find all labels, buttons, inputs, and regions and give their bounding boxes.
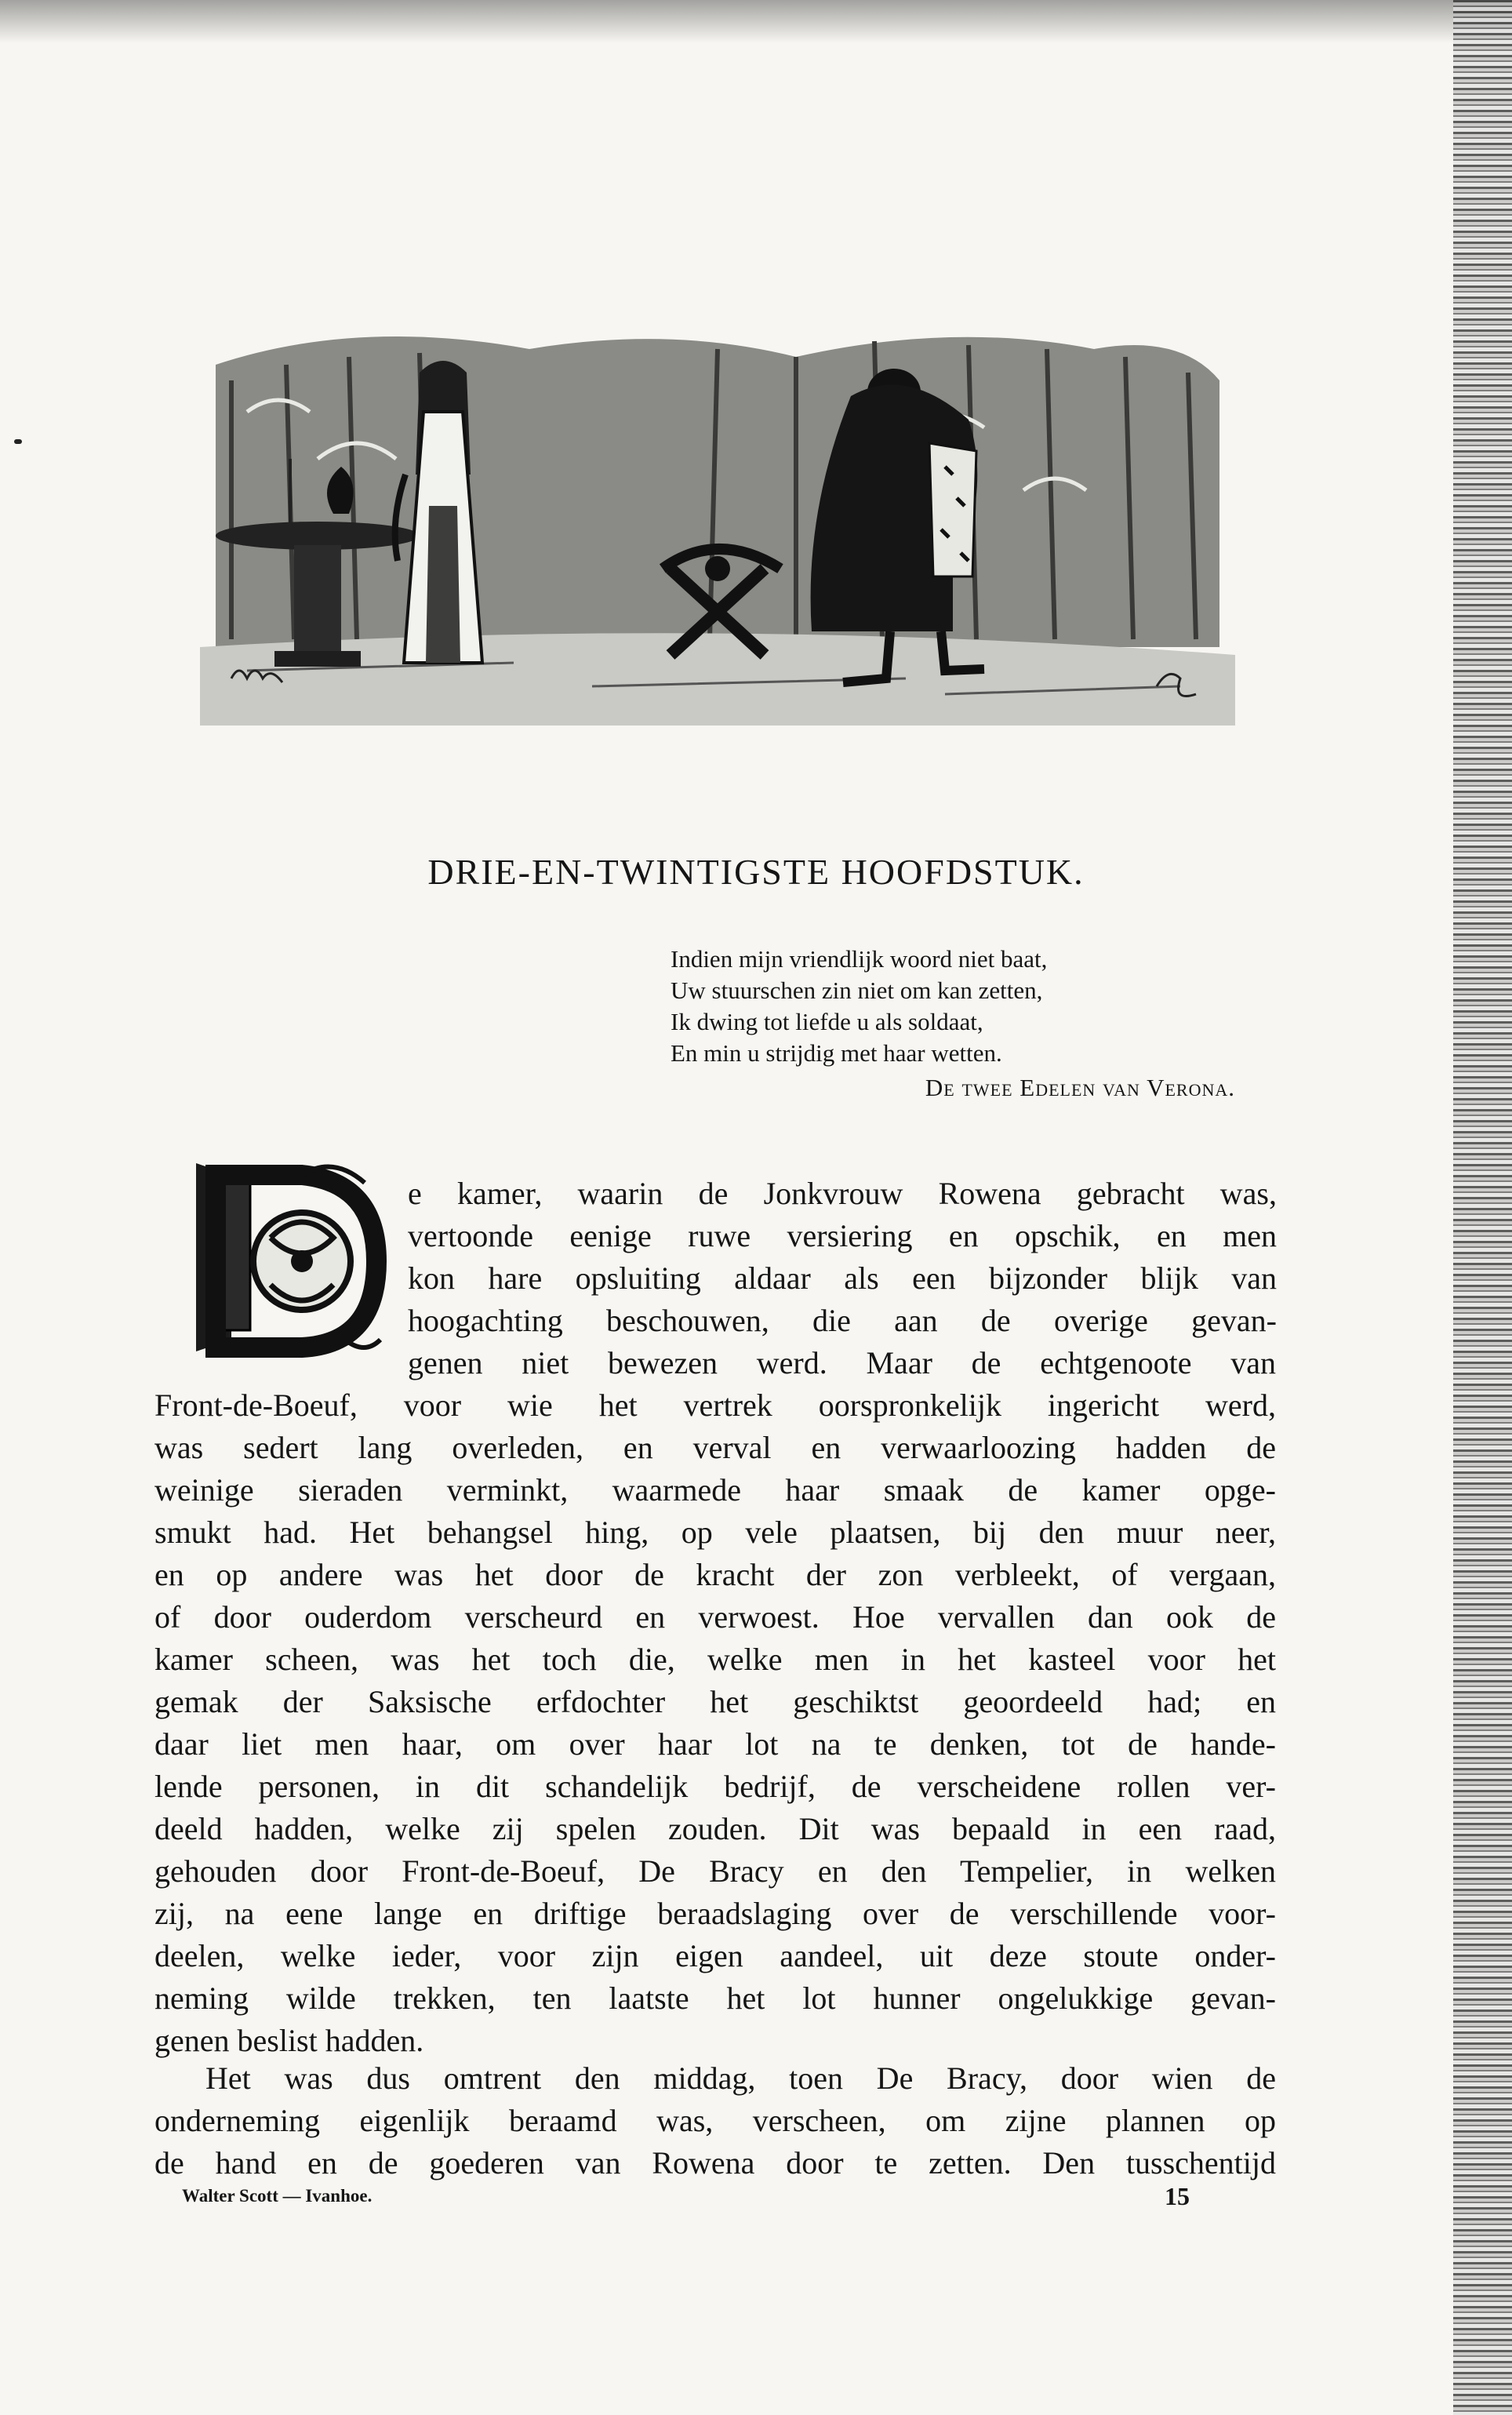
text-line: kamer scheen, was het toch die, welke men in het kasteel voor het [154, 1642, 1276, 1677]
decorated-initial-letter [184, 1151, 392, 1363]
page-right-edge-scan-artifact [1453, 0, 1512, 2415]
text-line: lende personen, in dit schandelijk bedrijf, de verscheidene rollen ver- [154, 1769, 1276, 1804]
text-line: vertoonde eenige ruwe versiering en opschik, en men [408, 1218, 1277, 1253]
text-line: zij, na eene lange en driftige beraadslaging over de verschillende voor- [154, 1896, 1276, 1931]
text-line: daar liet men haar, om over haar lot na te denken, tot de hande- [154, 1726, 1276, 1762]
footer-book-title: Walter Scott — Ivanhoe. [182, 2186, 373, 2206]
epigraph [671, 944, 1235, 1104]
text-line: genen beslist hadden. [154, 2023, 424, 2058]
text-line: Front-de-Boeuf, voor wie het vertrek oorspronkelijk ingericht werd, [154, 1388, 1276, 1423]
text-line: gemak der Saksische erfdochter het geschiktst geoordeeld had; en [154, 1684, 1276, 1719]
initial-letter-glyph: D [288, 1269, 289, 1270]
epigraph-source: De twee Edelen van Verona. [925, 1074, 1235, 1101]
text-line: of door ouderdom verscheurd en verwoest. Hoe vervallen dan ook de [154, 1599, 1276, 1635]
text-line: smukt had. Het behangsel hing, op vele plaatsen, bij den muur neer, [154, 1515, 1276, 1550]
epigraph-line: En min u strijdig met haar wetten. [671, 1039, 1002, 1067]
paragraph-2 [154, 2057, 1276, 2184]
epigraph-line: Uw stuurschen zin niet om kan zetten, [671, 977, 1043, 1004]
paragraph-1 [154, 1342, 1276, 2062]
opening-lines [408, 1173, 1277, 1342]
text-line: hoogachting beschouwen, die aan de overige gevan- [408, 1303, 1277, 1338]
text-line: Het was dus omtrent den middag, toen De Bracy, door wien de [205, 2060, 1276, 2096]
epigraph-line: Ik dwing tot liefde u als soldaat, [671, 1008, 983, 1035]
margin-speck [14, 439, 22, 444]
text-line: weinige sieraden verminkt, waarmede haar smaak de kamer opge- [154, 1472, 1276, 1508]
text-line: en op andere was het door de kracht der zon verbleekt, of vergaan, [154, 1557, 1276, 1592]
text-line: was sedert lang overleden, en verval en verwaarloozing hadden de [154, 1430, 1276, 1465]
text-line: deelen, welke ieder, voor zijn eigen aandeel, uit deze stoute onder- [154, 1938, 1276, 1973]
text-line: neming wilde trekken, ten laatste het lot hunner ongelukkige gevan- [154, 1980, 1276, 2016]
text-line: genen niet bewezen werd. Maar de echtgenoote van [408, 1345, 1276, 1380]
text-line: gehouden door Front-de-Boeuf, De Bracy en den Tempelier, in welken [154, 1853, 1276, 1889]
epigraph-line: Indien mijn vriendlijk woord niet baat, [671, 945, 1048, 973]
text-line: onderneming eigenlijk beraamd was, verscheen, om zijne plannen op [154, 2103, 1276, 2138]
chapter-title: DRIE-EN-TWINTIGSTE HOOFDSTUK. [427, 852, 1085, 892]
page-top-edge-shadow [0, 0, 1512, 43]
footer-signature-mark: 15 [1165, 2182, 1190, 2210]
text-line: deeld hadden, welke zij spelen zouden. Dit was bepaald in een raad, [154, 1811, 1276, 1846]
text-line: de hand en de goederen van Rowena door te zetten. Den tusschentijd [154, 2145, 1276, 2180]
text-line: kon hare opsluiting aldaar als een bijzonder blijk van [408, 1260, 1277, 1296]
chapter-head-illustration [200, 318, 1235, 726]
text-line: e kamer, waarin de Jonkvrouw Rowena gebracht was, [408, 1176, 1277, 1211]
